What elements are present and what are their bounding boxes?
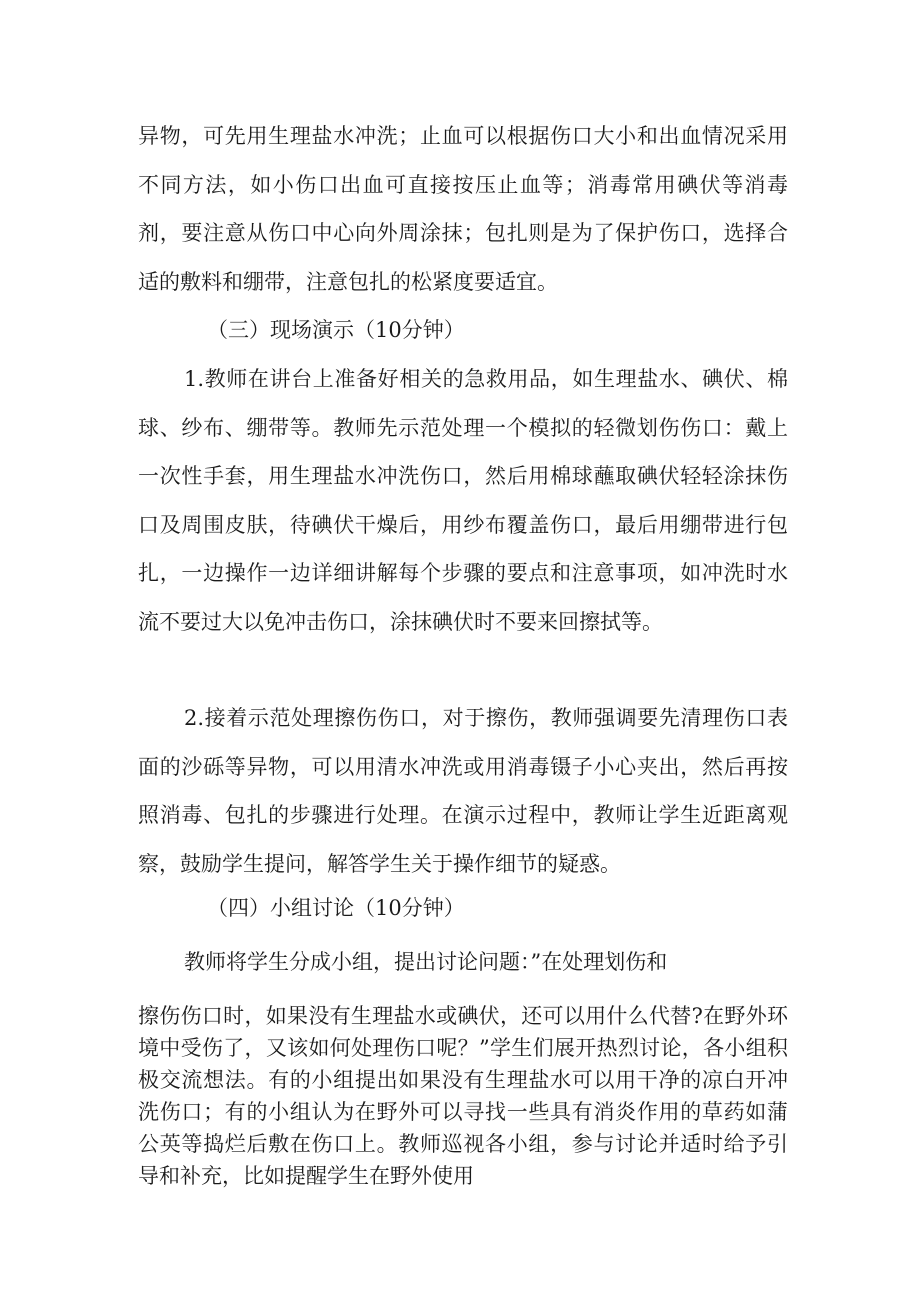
paragraph-discussion-body: 擦伤伤口时，如果没有生理盐水或碘伏，还可以用什么代替?在野外环境中受伤了，又该如何处理伤口呢？”学生们展开热烈讨论，各小组积极交流想法。有的小组提出如果没有生理盐水可以用干净的凉白开冲洗伤口；有的小组认为在野外可以寻找一些具有消炎作用的草药如蒲公英等捣烂后敷在伤口上。教师巡视各小组，参与讨论并适时给予引导和补充，比如提醒学生在野外使用	[138, 1004, 788, 1188]
paragraph-demo-abrasion: 2.接着示范处理擦伤伤口，对于擦伤，教师强调要先清理伤口表面的沙砾等异物，可以用清水冲洗或用消毒镊子小心夹出，然后再按照消毒、包扎的步骤进行处理。在演示过程中，教师让学生近距离观察，鼓励学生提问，解答学生关于操作细节的疑惑。	[138, 706, 788, 876]
section-heading-live-demo: （三）现场演示（10分钟）	[207, 318, 465, 342]
paragraph-demo-scratch: 1.教师在讲台上准备好相关的急救用品，如生理盐水、碘伏、棉球、纱布、绷带等。教师先示范处理一个模拟的轻微划伤伤口：戴上一次性手套，用生理盐水冲洗伤口，然后用棉球蘸取碘伏轻轻涂抹伤口及周围皮肤，待碘伏干燥后，用纱布覆盖伤口，最后用绷带进行包扎，一边操作一边详细讲解每个步骤的要点和注意事项，如冲洗时水流不要过大以免冲击伤口，涂抹碘伏时不要来回擦拭等。	[138, 367, 788, 634]
paragraph-wound-care-methods: 异物，可先用生理盐水冲洗；止血可以根据伤口大小和出血情况采用不同方法，如小伤口出血可直接按压止血等；消毒常用碘伏等消毒剂，要注意从伤口中心向外周涂抹；包扎则是为了保护伤口，选择合适的敷料和绷带，注意包扎的松紧度要适宜。	[138, 124, 788, 294]
paragraph-discussion-intro: 教师将学生分成小组，提出讨论问题：”在处理划伤和	[184, 950, 668, 974]
section-heading-group-discussion: （四）小组讨论（10分钟）	[207, 896, 465, 920]
